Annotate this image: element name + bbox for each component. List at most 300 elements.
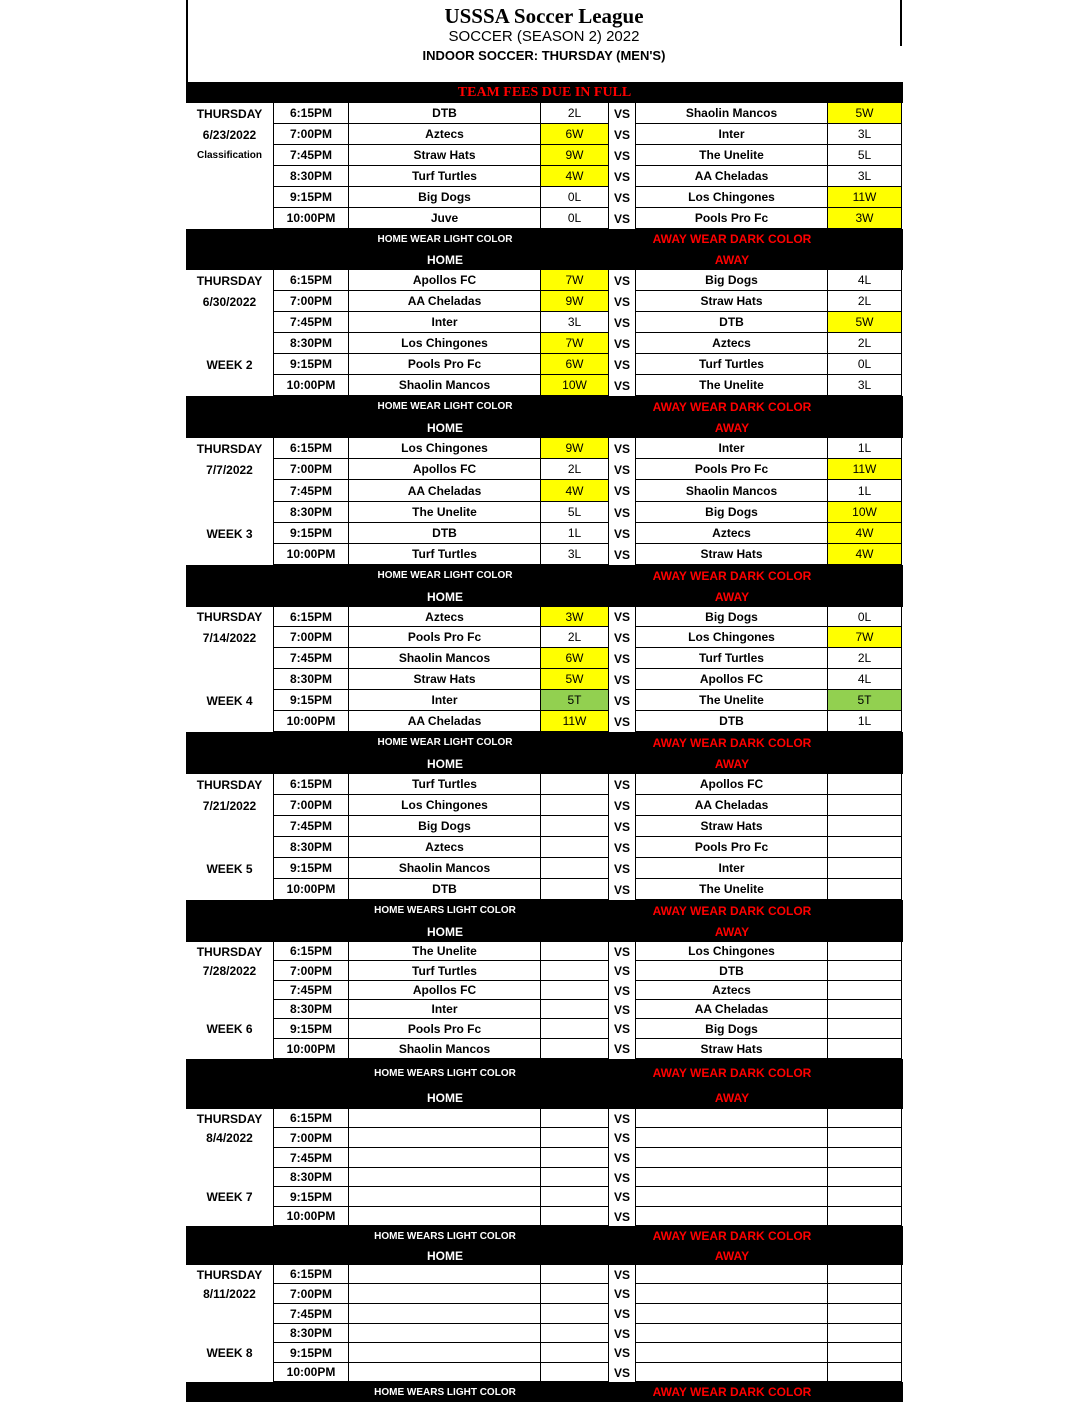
home-result — [541, 795, 609, 816]
game-row — [186, 1324, 903, 1343]
game-row — [186, 1168, 903, 1187]
away-result — [828, 942, 902, 961]
game-time: 6:15PM — [273, 1109, 349, 1128]
vs-label: VS — [609, 1000, 636, 1019]
schedule-table — [186, 82, 903, 1402]
home-team — [349, 1265, 541, 1284]
game-row — [186, 837, 903, 858]
home-team: Shaolin Mancos — [349, 1039, 541, 1059]
away-result: 3L — [828, 166, 902, 187]
home-team: Inter — [349, 1000, 541, 1019]
home-team: Pools Pro Fc — [349, 627, 541, 648]
home-team: Apollos FC — [349, 459, 541, 480]
home-team: Aztecs — [349, 607, 541, 627]
game-time: 7:00PM — [273, 795, 349, 816]
game-row — [186, 375, 903, 396]
vs-label: VS — [609, 480, 636, 502]
week-day: THURSDAY — [196, 1111, 263, 1126]
vs-label: VS — [609, 795, 636, 816]
game-row — [186, 145, 903, 166]
away-team: Los Chingones — [636, 942, 828, 961]
home-result — [541, 1304, 609, 1324]
away-team: Los Chingones — [636, 187, 828, 208]
home-team: Aztecs — [349, 124, 541, 145]
vs-label: VS — [609, 166, 636, 187]
away-team: Aztecs — [636, 333, 828, 354]
away-team — [636, 1343, 828, 1363]
away-result — [828, 837, 902, 858]
game-time: 6:15PM — [273, 270, 349, 291]
home-result: 7W — [541, 333, 609, 354]
home-result — [541, 942, 609, 961]
away-team: DTB — [636, 312, 828, 333]
home-team — [349, 1168, 541, 1187]
week-info-cell — [186, 648, 273, 669]
game-time: 10:00PM — [273, 1207, 349, 1226]
week-date: 8/11/2022 — [203, 1287, 256, 1301]
home-team: Juve — [349, 208, 541, 229]
away-result: 10W — [828, 502, 902, 523]
home-header: HOME — [427, 252, 463, 267]
away-result: 4L — [828, 270, 902, 291]
home-result: 5W — [541, 669, 609, 690]
away-result: 2L — [828, 648, 902, 669]
home-result — [541, 1128, 609, 1148]
vs-label: VS — [609, 1039, 636, 1059]
home-team: Inter — [349, 690, 541, 711]
vs-label: VS — [609, 690, 636, 711]
home-away-header-bar — [186, 586, 903, 607]
game-time: 10:00PM — [273, 544, 349, 565]
home-result: 7W — [541, 270, 609, 291]
home-result: 11W — [541, 711, 609, 732]
week-label: WEEK 5 — [206, 861, 253, 876]
week-info-cell — [186, 166, 273, 187]
game-time: 10:00PM — [273, 711, 349, 732]
game-time: 7:45PM — [273, 312, 349, 333]
home-result: 6W — [541, 648, 609, 669]
away-team: The Unelite — [636, 690, 828, 711]
game-time: 8:30PM — [273, 502, 349, 523]
home-result — [541, 1039, 609, 1059]
game-time: 10:00PM — [273, 1039, 349, 1059]
game-time: 7:00PM — [273, 124, 349, 145]
away-result — [828, 858, 902, 879]
game-time: 10:00PM — [273, 208, 349, 229]
vs-label: VS — [609, 837, 636, 858]
vs-label: VS — [609, 711, 636, 732]
away-wear-note: AWAY WEAR DARK COLOR — [652, 903, 812, 918]
away-result: 7W — [828, 627, 902, 648]
game-row — [186, 1363, 903, 1382]
away-team: Aztecs — [636, 981, 828, 1000]
game-row — [186, 1304, 903, 1324]
away-result — [828, 795, 902, 816]
away-team: The Unelite — [636, 145, 828, 166]
week-info-cell — [186, 1168, 273, 1187]
wear-color-bar — [186, 1059, 903, 1087]
away-result: 11W — [828, 187, 902, 208]
home-team: Turf Turtles — [349, 166, 541, 187]
wear-color-bar — [186, 1382, 903, 1402]
week-label: WEEK 4 — [206, 693, 253, 708]
away-result: 3L — [828, 124, 902, 145]
away-header: AWAY — [714, 420, 750, 435]
away-result — [828, 981, 902, 1000]
home-result — [541, 1265, 609, 1284]
week-label: WEEK 2 — [206, 357, 253, 372]
game-row — [186, 1109, 903, 1128]
vs-label: VS — [609, 1343, 636, 1363]
away-wear-note: AWAY WEAR DARK COLOR — [652, 1066, 812, 1080]
week-info-cell — [186, 1304, 273, 1324]
game-time: 7:00PM — [273, 459, 349, 480]
game-row — [186, 690, 903, 711]
away-result — [828, 1304, 902, 1324]
away-wear-note: AWAY WEAR DARK COLOR — [652, 399, 812, 414]
game-row — [186, 1148, 903, 1168]
away-result — [828, 1148, 902, 1168]
game-row — [186, 1019, 903, 1039]
home-result — [541, 1109, 609, 1128]
game-time: 7:00PM — [273, 627, 349, 648]
away-team: DTB — [636, 961, 828, 981]
week-info-cell — [186, 711, 273, 732]
away-team: Inter — [636, 124, 828, 145]
home-result — [541, 837, 609, 858]
home-result: 1L — [541, 523, 609, 544]
home-result — [541, 961, 609, 981]
game-time: 8:30PM — [273, 837, 349, 858]
game-row — [186, 480, 903, 502]
away-header: AWAY — [714, 589, 750, 604]
game-row — [186, 166, 903, 187]
game-time: 6:15PM — [273, 942, 349, 961]
home-result: 10W — [541, 375, 609, 396]
home-header: HOME — [427, 1248, 463, 1263]
game-row — [186, 774, 903, 795]
away-team: Turf Turtles — [636, 354, 828, 375]
away-result — [828, 1000, 902, 1019]
away-result: 1L — [828, 480, 902, 502]
game-time: 6:15PM — [273, 774, 349, 795]
home-result: 3L — [541, 312, 609, 333]
home-team: Big Dogs — [349, 816, 541, 837]
game-row — [186, 438, 903, 459]
away-team — [636, 1265, 828, 1284]
away-result — [828, 1187, 902, 1207]
vs-label: VS — [609, 879, 636, 900]
away-team: AA Cheladas — [636, 1000, 828, 1019]
away-result: 11W — [828, 459, 902, 480]
vs-label: VS — [609, 270, 636, 291]
week-date: 8/4/2022 — [206, 1131, 253, 1145]
week-info-cell — [186, 837, 273, 858]
fees-notice-bar — [186, 82, 903, 103]
game-row — [186, 1343, 903, 1363]
home-result — [541, 1168, 609, 1187]
home-result — [541, 1019, 609, 1039]
vs-label: VS — [609, 1168, 636, 1187]
week-date: 6/30/2022 — [202, 294, 257, 309]
vs-label: VS — [609, 669, 636, 690]
game-time: 7:00PM — [273, 291, 349, 312]
away-team: The Unelite — [636, 879, 828, 900]
vs-label: VS — [609, 459, 636, 480]
week-info-cell — [186, 981, 273, 1000]
wear-color-bar — [186, 396, 903, 417]
home-away-header-bar — [186, 753, 903, 774]
away-result: 2L — [828, 291, 902, 312]
week-info-cell — [186, 480, 273, 502]
home-team — [349, 1207, 541, 1226]
game-time: 6:15PM — [273, 103, 349, 124]
game-time: 8:30PM — [273, 1000, 349, 1019]
vs-label: VS — [609, 103, 636, 124]
away-team: Inter — [636, 438, 828, 459]
home-team: Inter — [349, 312, 541, 333]
away-result: 5L — [828, 145, 902, 166]
home-team: AA Cheladas — [349, 711, 541, 732]
home-result — [541, 981, 609, 1000]
game-row — [186, 103, 903, 124]
game-time: 8:30PM — [273, 669, 349, 690]
away-result: 0L — [828, 354, 902, 375]
home-result: 4W — [541, 166, 609, 187]
home-team: Straw Hats — [349, 669, 541, 690]
game-time: 7:45PM — [273, 145, 349, 166]
home-result: 4W — [541, 480, 609, 502]
home-header: HOME — [427, 589, 463, 604]
week-info-cell — [186, 544, 273, 565]
home-result: 5T — [541, 690, 609, 711]
game-time: 10:00PM — [273, 375, 349, 396]
game-time: 10:00PM — [273, 879, 349, 900]
game-time: 8:30PM — [273, 1324, 349, 1343]
week-label: WEEK 3 — [206, 526, 253, 541]
home-result: 0L — [541, 187, 609, 208]
home-header: HOME — [427, 420, 463, 435]
away-wear-note: AWAY WEAR DARK COLOR — [652, 1229, 812, 1243]
away-result: 1L — [828, 711, 902, 732]
home-wear-note: HOME WEARS LIGHT COLOR — [374, 1230, 516, 1242]
week-day: THURSDAY — [196, 944, 263, 959]
vs-label: VS — [609, 333, 636, 354]
vs-label: VS — [609, 961, 636, 981]
week-label: WEEK 6 — [206, 1022, 253, 1036]
game-row — [186, 648, 903, 669]
vs-label: VS — [609, 1304, 636, 1324]
home-result — [541, 1284, 609, 1304]
home-result: 2L — [541, 459, 609, 480]
home-result: 2L — [541, 627, 609, 648]
away-team: Apollos FC — [636, 774, 828, 795]
away-team: Pools Pro Fc — [636, 837, 828, 858]
home-wear-note: HOME WEAR LIGHT COLOR — [377, 570, 513, 581]
game-row — [186, 942, 903, 961]
week-day: THURSDAY — [196, 610, 263, 624]
game-row — [186, 1187, 903, 1207]
away-result — [828, 879, 902, 900]
home-result: 3W — [541, 607, 609, 627]
game-row — [186, 1284, 903, 1304]
week-info-cell — [186, 502, 273, 523]
away-team: Turf Turtles — [636, 648, 828, 669]
home-team: Los Chingones — [349, 333, 541, 354]
game-row — [186, 711, 903, 732]
wear-color-bar — [186, 732, 903, 753]
home-header: HOME — [427, 1091, 463, 1105]
vs-label: VS — [609, 1265, 636, 1284]
away-team — [636, 1284, 828, 1304]
home-result: 2L — [541, 103, 609, 124]
vs-label: VS — [609, 208, 636, 229]
game-time: 9:15PM — [273, 690, 349, 711]
game-time: 9:15PM — [273, 858, 349, 879]
game-row — [186, 858, 903, 879]
game-row — [186, 607, 903, 627]
home-team: Straw Hats — [349, 145, 541, 166]
home-wear-note: HOME WEARS LIGHT COLOR — [374, 905, 516, 916]
vs-label: VS — [609, 145, 636, 166]
away-team: Los Chingones — [636, 627, 828, 648]
away-team: The Unelite — [636, 375, 828, 396]
week-info-cell — [186, 1039, 273, 1059]
week-info-cell — [186, 1207, 273, 1226]
home-header: HOME — [427, 756, 463, 771]
away-result — [828, 1019, 902, 1039]
wear-color-bar — [186, 565, 903, 586]
week-info-cell — [186, 333, 273, 354]
home-team: Shaolin Mancos — [349, 375, 541, 396]
away-wear-note: AWAY WEAR DARK COLOR — [652, 568, 812, 583]
away-team: Apollos FC — [636, 669, 828, 690]
home-result: 9W — [541, 438, 609, 459]
away-wear-note: AWAY WEAR DARK COLOR — [652, 232, 812, 246]
vs-label: VS — [609, 124, 636, 145]
vs-label: VS — [609, 858, 636, 879]
home-result: 0L — [541, 208, 609, 229]
away-team — [636, 1363, 828, 1382]
game-row — [186, 354, 903, 375]
away-result: 5W — [828, 312, 902, 333]
home-team: The Unelite — [349, 502, 541, 523]
season-title: SOCCER (SEASON 2) 2022 — [448, 28, 640, 45]
vs-label: VS — [609, 354, 636, 375]
game-row — [186, 544, 903, 565]
game-row — [186, 981, 903, 1000]
week-info-cell — [186, 879, 273, 900]
week-info-cell — [186, 312, 273, 333]
home-result — [541, 1363, 609, 1382]
away-wear-note: AWAY WEAR DARK COLOR — [652, 1385, 812, 1399]
game-time: 10:00PM — [273, 1363, 349, 1382]
away-header: AWAY — [714, 924, 750, 939]
away-result — [828, 1363, 902, 1382]
away-result — [828, 1265, 902, 1284]
away-result: 3W — [828, 208, 902, 229]
week-info-cell — [186, 1148, 273, 1168]
vs-label: VS — [609, 312, 636, 333]
game-row — [186, 333, 903, 354]
home-team — [349, 1284, 541, 1304]
away-team — [636, 1168, 828, 1187]
vs-label: VS — [609, 544, 636, 565]
home-result: 5L — [541, 502, 609, 523]
vs-label: VS — [609, 1363, 636, 1382]
game-time: 9:15PM — [273, 523, 349, 544]
week-date: 7/28/2022 — [202, 964, 257, 978]
game-time: 9:15PM — [273, 1187, 349, 1207]
game-time: 9:15PM — [273, 187, 349, 208]
away-header: AWAY — [714, 1091, 750, 1105]
home-result — [541, 774, 609, 795]
home-result: 9W — [541, 291, 609, 312]
week-day: THURSDAY — [196, 106, 263, 121]
vs-label: VS — [609, 648, 636, 669]
game-row — [186, 459, 903, 480]
away-team — [636, 1187, 828, 1207]
away-team: DTB — [636, 711, 828, 732]
game-row — [186, 1265, 903, 1284]
week-date: 7/14/2022 — [202, 630, 257, 645]
away-result: 3L — [828, 375, 902, 396]
home-team — [349, 1187, 541, 1207]
game-time: 6:15PM — [273, 607, 349, 627]
home-team: Turf Turtles — [349, 544, 541, 565]
vs-label: VS — [609, 1109, 636, 1128]
away-team: Shaolin Mancos — [636, 103, 828, 124]
week-day: THURSDAY — [196, 441, 263, 456]
away-team: Straw Hats — [636, 816, 828, 837]
away-result — [828, 1284, 902, 1304]
home-result: 3L — [541, 544, 609, 565]
game-row — [186, 795, 903, 816]
away-team — [636, 1148, 828, 1168]
away-team: Big Dogs — [636, 1019, 828, 1039]
home-result — [541, 816, 609, 837]
home-result: 6W — [541, 354, 609, 375]
week-date: 7/7/2022 — [206, 462, 253, 477]
vs-label: VS — [609, 816, 636, 837]
game-row — [186, 1207, 903, 1226]
wear-color-bar — [186, 229, 903, 249]
home-team — [349, 1109, 541, 1128]
wear-color-bar — [186, 900, 903, 921]
away-team — [636, 1207, 828, 1226]
away-result: 5W — [828, 103, 902, 124]
home-team: Los Chingones — [349, 438, 541, 459]
home-result — [541, 879, 609, 900]
home-team: AA Cheladas — [349, 291, 541, 312]
away-result — [828, 816, 902, 837]
week-date: 6/23/2022 — [202, 127, 257, 142]
home-away-header-bar — [186, 1087, 903, 1109]
away-result — [828, 774, 902, 795]
game-time: 7:00PM — [273, 961, 349, 981]
game-row — [186, 208, 903, 229]
vs-label: VS — [609, 1284, 636, 1304]
game-row — [186, 187, 903, 208]
division-title: INDOOR SOCCER: THURSDAY (MEN'S) — [422, 48, 666, 63]
week-info-cell — [186, 816, 273, 837]
home-header: HOME — [427, 924, 463, 939]
game-row — [186, 961, 903, 981]
away-result — [828, 1168, 902, 1187]
home-away-header-bar — [186, 249, 903, 270]
game-time: 8:30PM — [273, 166, 349, 187]
game-time: 8:30PM — [273, 333, 349, 354]
